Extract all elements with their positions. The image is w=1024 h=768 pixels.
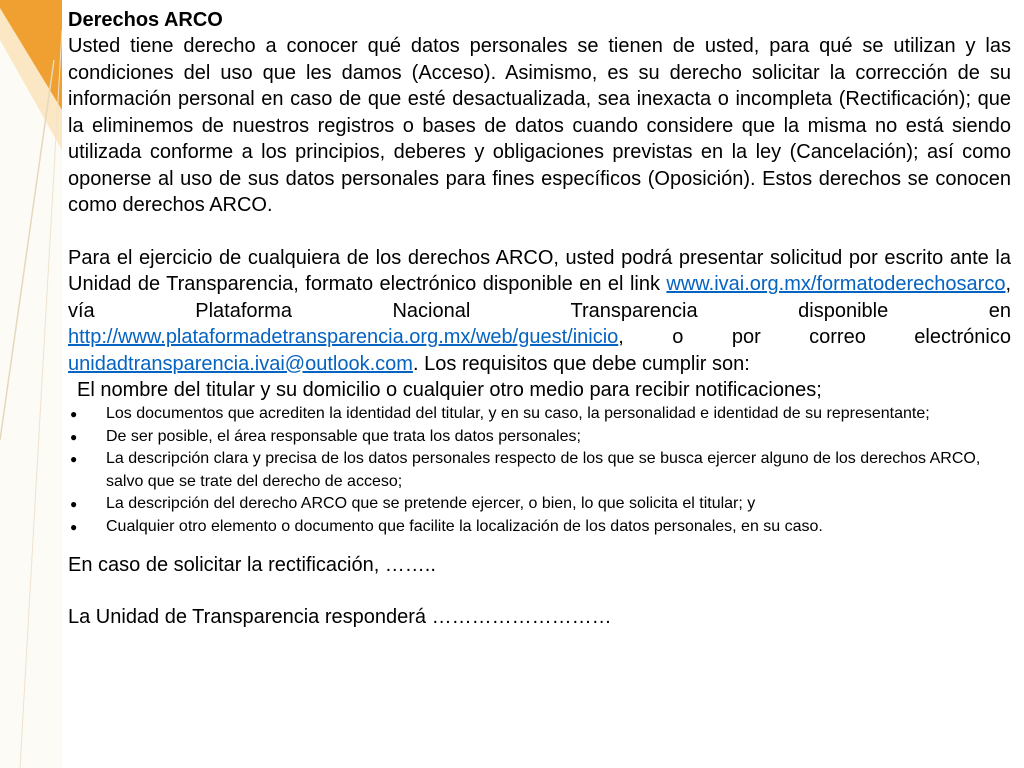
procedure-text-2: , vía Plataforma Nacional Transparencia disponible en bbox=[68, 273, 1011, 322]
list-item-text: La descripción del derecho ARCO que se pretende ejercer, o bien, lo que solicita el titular; y bbox=[106, 495, 756, 512]
email-link[interactable]: unidadtransparencia.ivai@outlook.com bbox=[68, 352, 413, 375]
rectification-line: En caso de solicitar la rectificación, …….. bbox=[68, 554, 436, 576]
paragraph-spacer bbox=[68, 538, 1011, 552]
list-item bbox=[68, 448, 1011, 493]
arco-description-paragraph: Usted tiene derecho a conocer qué datos personales se tienen de usted, para qué se utilizan y las condiciones del uso que les damos (Acceso). Asimismo, es su derecho solicitar la corrección de su información personal en caso de que esté desactualizada, sea inexacta o incompleta (Rectificación); que la eliminemos de nuestros registros o bases de datos cuando considere que la misma no está siendo utilizada conforme a los principios, deberes y obligaciones previstas en la ley (Cancelación); así como oponerse al uso de sus datos personales para fines específicos (Oposición). Estos derechos se conocen como derechos ARCO. bbox=[68, 35, 1011, 216]
list-item-text: La descripción clara y precisa de los datos personales respecto de los que se busca ejercer alguno de los derechos ARCO, salvo que se trate del derecho de acceso; bbox=[106, 450, 981, 490]
bullet-icon: ● bbox=[70, 497, 78, 511]
procedure-text-4: . Los requisitos que debe cumplir son: bbox=[412, 352, 750, 375]
procedure-text-3: , o por correo electrónico bbox=[618, 326, 1011, 348]
list-item bbox=[68, 426, 1011, 449]
list-item bbox=[68, 516, 1011, 539]
procedure-text-1: Para el ejercicio de cualquiera de los derechos ARCO, usted podrá presentar solicitud por escrito ante la Unidad de Transparencia, formato electrónico disponible en el link bbox=[68, 246, 1011, 295]
list-item bbox=[68, 403, 1011, 426]
paragraph-spacer bbox=[68, 219, 1011, 245]
bullet-icon: ● bbox=[70, 519, 78, 534]
list-item-text: De ser posible, el área responsable que trata los datos personales; bbox=[106, 427, 581, 445]
requirements-list bbox=[68, 403, 1011, 538]
procedure-paragraph bbox=[68, 245, 1011, 378]
slide-decoration bbox=[0, 0, 62, 768]
list-item-text: Los documentos que acrediten la identidad del titular, y en su caso, la personalidad e identidad de su representante; bbox=[106, 405, 930, 422]
bullet-icon: ● bbox=[70, 407, 78, 421]
section-heading: Derechos ARCO bbox=[68, 9, 223, 31]
format-link[interactable]: www.ivai.org.mx/formatoderechosarco bbox=[666, 273, 1006, 295]
bullet-icon: ● bbox=[70, 452, 78, 466]
list-item-text: Cualquier otro elemento o documento que facilite la localización de los datos personales, en su caso. bbox=[106, 517, 823, 535]
response-line: La Unidad de Transparencia responderá ……………………… bbox=[68, 606, 612, 628]
bullet-icon: ● bbox=[70, 429, 78, 444]
list-item bbox=[68, 493, 1011, 516]
document-body bbox=[68, 7, 1011, 630]
platform-link[interactable]: http://www.plataformadetransparencia.org.mx/web/guest/inicio bbox=[68, 326, 619, 348]
paragraph-spacer bbox=[68, 578, 1011, 604]
requirement-first-line: El nombre del titular y su domicilio o cualquier otro medio para recibir notificaciones; bbox=[77, 379, 822, 401]
